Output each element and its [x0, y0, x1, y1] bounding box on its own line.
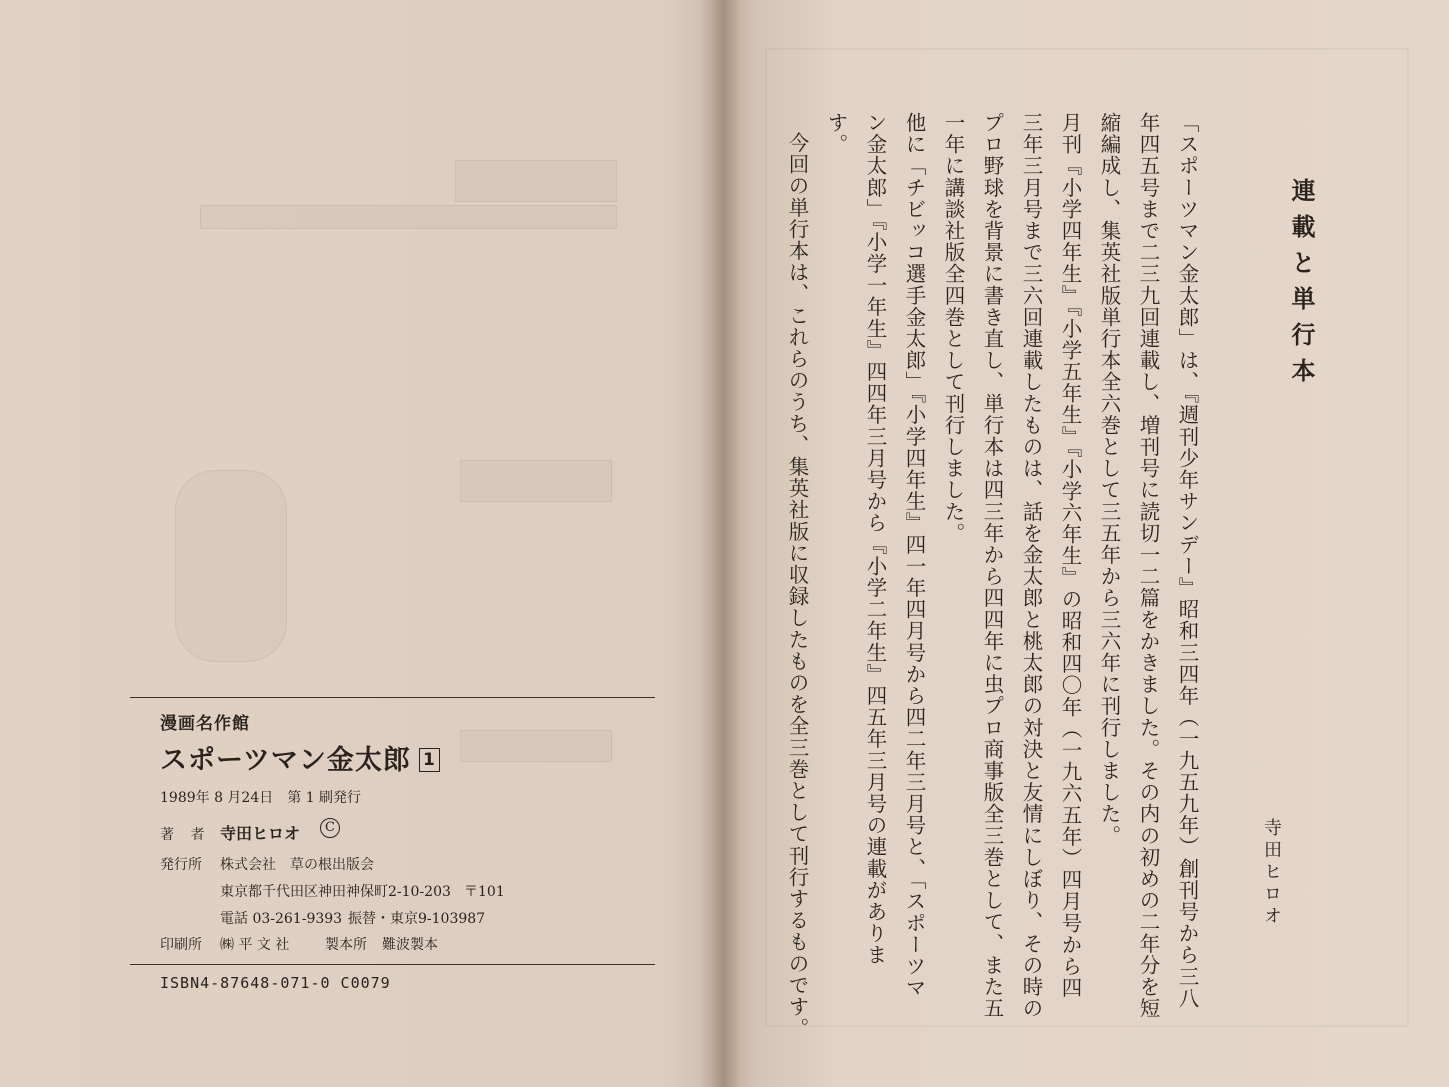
author-label: 著 者 — [160, 827, 211, 843]
printer-name: ㈱ 平 文 社 — [220, 937, 290, 953]
book-title-line — [160, 738, 440, 777]
publisher-label: 発行所 — [160, 857, 202, 873]
essay-page — [735, 0, 1449, 1087]
essay-heading: 連載と単行本 — [1287, 178, 1315, 394]
publisher-phone: 電話 03-261-9393 — [220, 911, 343, 927]
printer-label: 印刷所 — [160, 937, 202, 953]
series-name: 漫画名作館 — [160, 714, 250, 734]
binder-label: 製本所 — [325, 937, 367, 953]
essay-line: 三年三月号まで三六回連載したものは、話を金太郎と桃太郎の対決と友情にしぼり、その時の — [1019, 112, 1043, 1020]
essay-line: 「スポーツマン金太郎」は、『週刊少年サンデー』昭和三四年（一九五九年）創刊号から三八 — [1175, 112, 1199, 1009]
essay-line: 縮編成し、集英社版単行本全六巻として三五年から三六年に刊行しました。 — [1097, 112, 1121, 847]
volume-number: 1 — [419, 748, 440, 772]
essay-line: ン金太郎」『小学一年生』四四年三月号から『小学二年生』四五年三月号の連載がありま — [863, 112, 887, 966]
essay-byline: 寺田ヒロオ — [1261, 818, 1282, 928]
essay-line: 他に「チビッコ選手金太郎」『小学四年生』四一年四月号から四二年三月号と、「スポーツマ — [902, 112, 926, 999]
essay-line: 一年に講談社版全四巻として刊行しました。 — [941, 112, 965, 544]
copyright-icon: C — [320, 818, 340, 838]
essay-line: 月刊『小学四年生』『小学五年生』『小学六年生』の昭和四〇年（一九六五年）四月号から四 — [1058, 112, 1082, 999]
binder-name: 難波製本 — [382, 937, 438, 953]
publisher-name: 株式会社 草の根出版会 — [220, 857, 374, 873]
postal-transfer-account: 振替・東京9-103987 — [348, 911, 486, 927]
colophon-bottom-rule — [130, 964, 655, 965]
publisher-address: 東京都千代田区神田神保町2-10-203 — [220, 884, 451, 900]
essay-line: 今回の単行本は、これらのうち、集英社版に収録したものを全三巻として刊行するものです。 — [785, 132, 809, 1040]
essay-line: す。 — [824, 112, 848, 156]
publication-date: 1989年 8 月24日 第 1 刷発行 — [160, 790, 362, 806]
essay-line: 年四五号まで二三九回連載し、増刊号に読切一二篇をかきました。その内の初めの二年分を短 — [1136, 112, 1160, 1020]
book-title: スポーツマン金太郎 — [160, 745, 411, 776]
author-name: 寺田ヒロオ — [220, 824, 301, 843]
postal-code: 〒101 — [464, 884, 505, 900]
colophon-top-rule — [130, 697, 655, 698]
essay-line: プロ野球を背景に書き直し、単行本は四三年から四四年に虫プロ商事版全三巻として、また五 — [980, 112, 1004, 1020]
isbn-code: ISBN4-87648-071-0 C0079 — [160, 974, 391, 992]
